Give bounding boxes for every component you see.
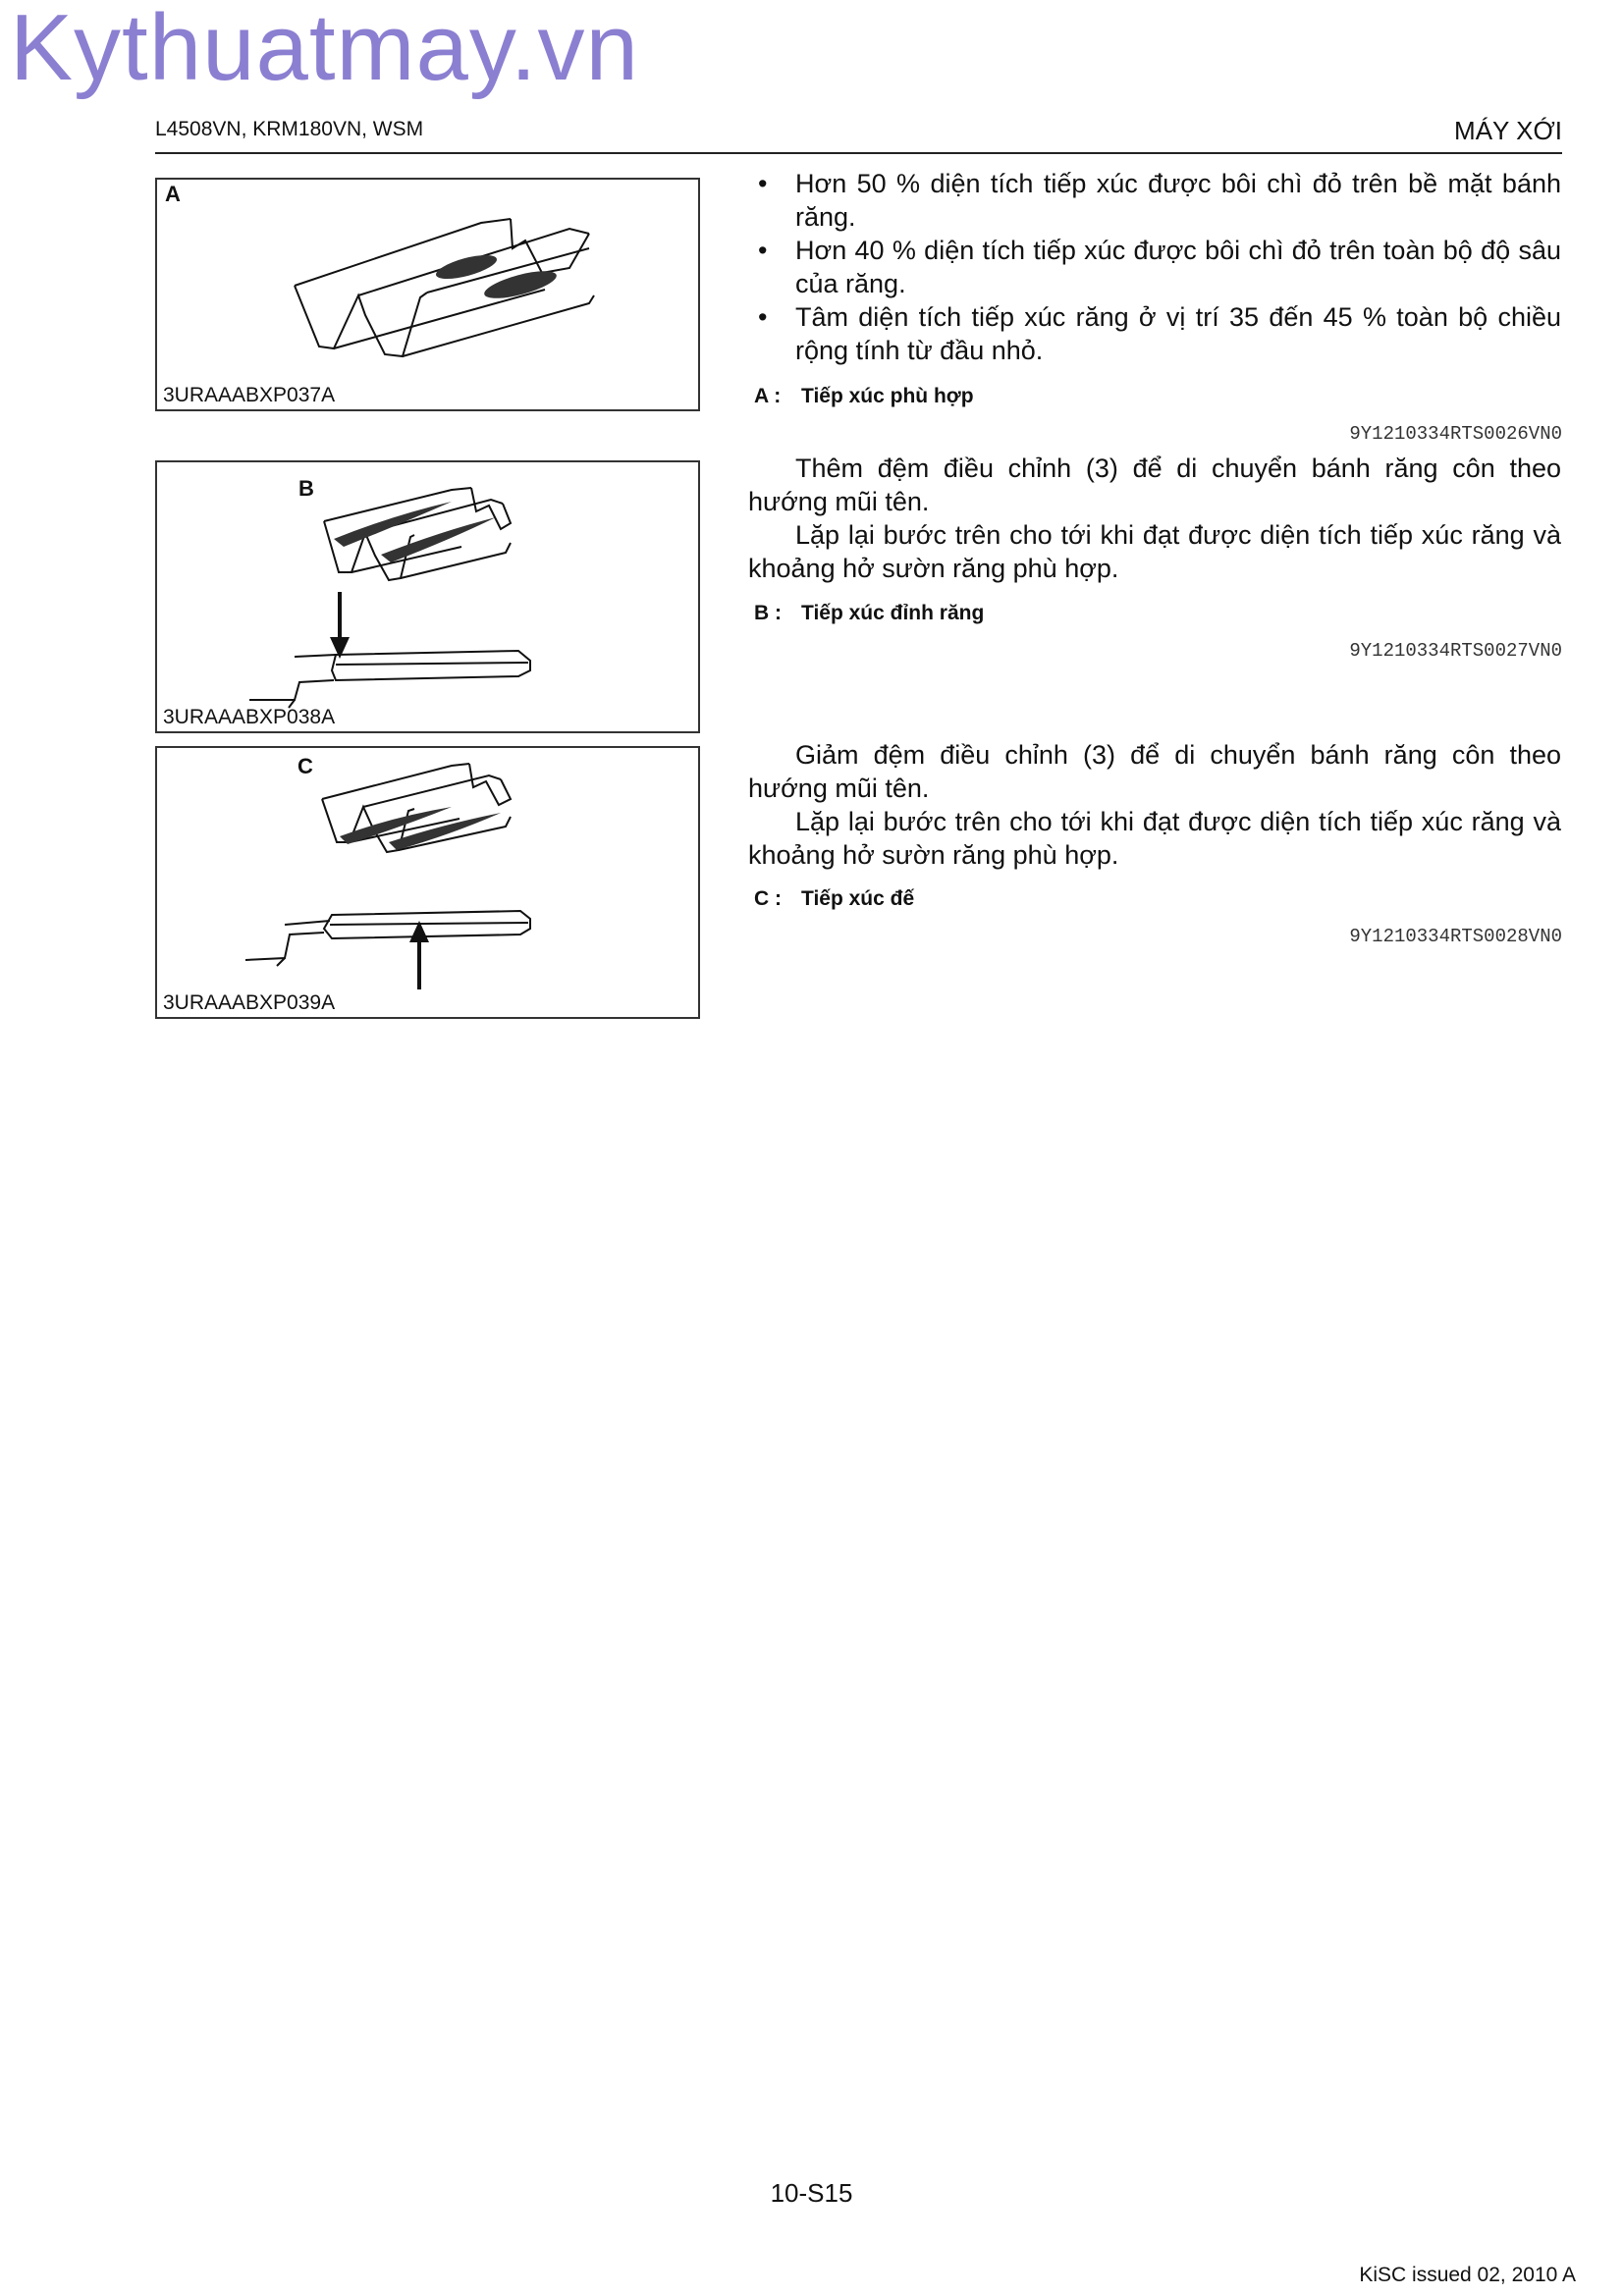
- figure-b-code: 3URAAABXP038A: [163, 706, 336, 728]
- gear-teeth-illustration-b: [157, 462, 702, 735]
- reference-code-b: 9Y1210334RTS0027VN0: [1349, 640, 1562, 662]
- watermark: Kythuatmay.vn: [10, 0, 639, 100]
- instruction-paragraph: Giảm đệm điều chỉnh (3) để di chuyển bánh răng côn theo hướng mũi tên.: [748, 740, 1561, 803]
- reference-code-c: 9Y1210334RTS0028VN0: [1349, 926, 1562, 947]
- header-rule: [155, 152, 1562, 154]
- instructions-c: [748, 738, 1561, 872]
- list-item: [748, 167, 1561, 234]
- caption-b-text: Tiếp xúc đỉnh răng: [801, 602, 985, 624]
- figure-a-letter: A: [165, 182, 181, 206]
- list-item: [748, 234, 1561, 300]
- instructions-b: [748, 452, 1561, 585]
- bullet-icon: •: [758, 169, 768, 198]
- list-item-text: Tâm diện tích tiếp xúc răng ở vị trí 35 đến 45 % toàn bộ chiều rộng tính từ đầu nhỏ.: [795, 302, 1561, 365]
- instruction-paragraph: Thêm đệm điều chỉnh (3) để di chuyển bánh răng côn theo hướng mũi tên.: [748, 454, 1561, 516]
- caption-b-label: B :: [754, 602, 782, 624]
- bullet-icon: •: [758, 302, 768, 332]
- contact-criteria-list: [748, 167, 1561, 367]
- caption-c: [754, 887, 914, 911]
- figure-b: [155, 460, 700, 733]
- figure-c-code: 3URAAABXP039A: [163, 991, 336, 1014]
- header-model: L4508VN, KRM180VN, WSM: [155, 118, 424, 140]
- gear-teeth-illustration-c: [157, 748, 702, 1021]
- figure-c-letter: C: [298, 754, 313, 778]
- caption-a: [754, 385, 974, 408]
- header-section-title: MÁY XỚI: [1454, 116, 1562, 145]
- figure-b-letter: B: [298, 476, 314, 501]
- page-number: 10-S15: [770, 2178, 853, 2208]
- instruction-paragraph: Lặp lại bước trên cho tới khi đạt được diện tích tiếp xúc răng và khoảng hở sườn răng phù hợp.: [748, 520, 1561, 583]
- caption-c-label: C :: [754, 887, 782, 910]
- caption-b: [754, 602, 984, 625]
- footer-issue: KiSC issued 02, 2010 A: [1359, 2264, 1576, 2286]
- gear-teeth-illustration-a: [157, 180, 702, 413]
- caption-a-label: A :: [754, 385, 782, 407]
- instruction-paragraph: Lặp lại bước trên cho tới khi đạt được diện tích tiếp xúc răng và khoảng hở sườn răng phù hợp.: [748, 807, 1561, 870]
- figure-a: [155, 178, 700, 411]
- bullet-icon: •: [758, 236, 768, 265]
- reference-code-a: 9Y1210334RTS0026VN0: [1349, 423, 1562, 445]
- list-item-text: Hơn 50 % diện tích tiếp xúc được bôi chì đỏ trên bề mặt bánh răng.: [795, 169, 1561, 232]
- figure-c: [155, 746, 700, 1019]
- figure-a-code: 3URAAABXP037A: [163, 384, 336, 406]
- list-item-text: Hơn 40 % diện tích tiếp xúc được bôi chì đỏ trên toàn bộ độ sâu của răng.: [795, 236, 1561, 298]
- caption-a-text: Tiếp xúc phù hợp: [801, 385, 974, 407]
- caption-c-text: Tiếp xúc đế: [801, 887, 915, 910]
- list-item: [748, 300, 1561, 367]
